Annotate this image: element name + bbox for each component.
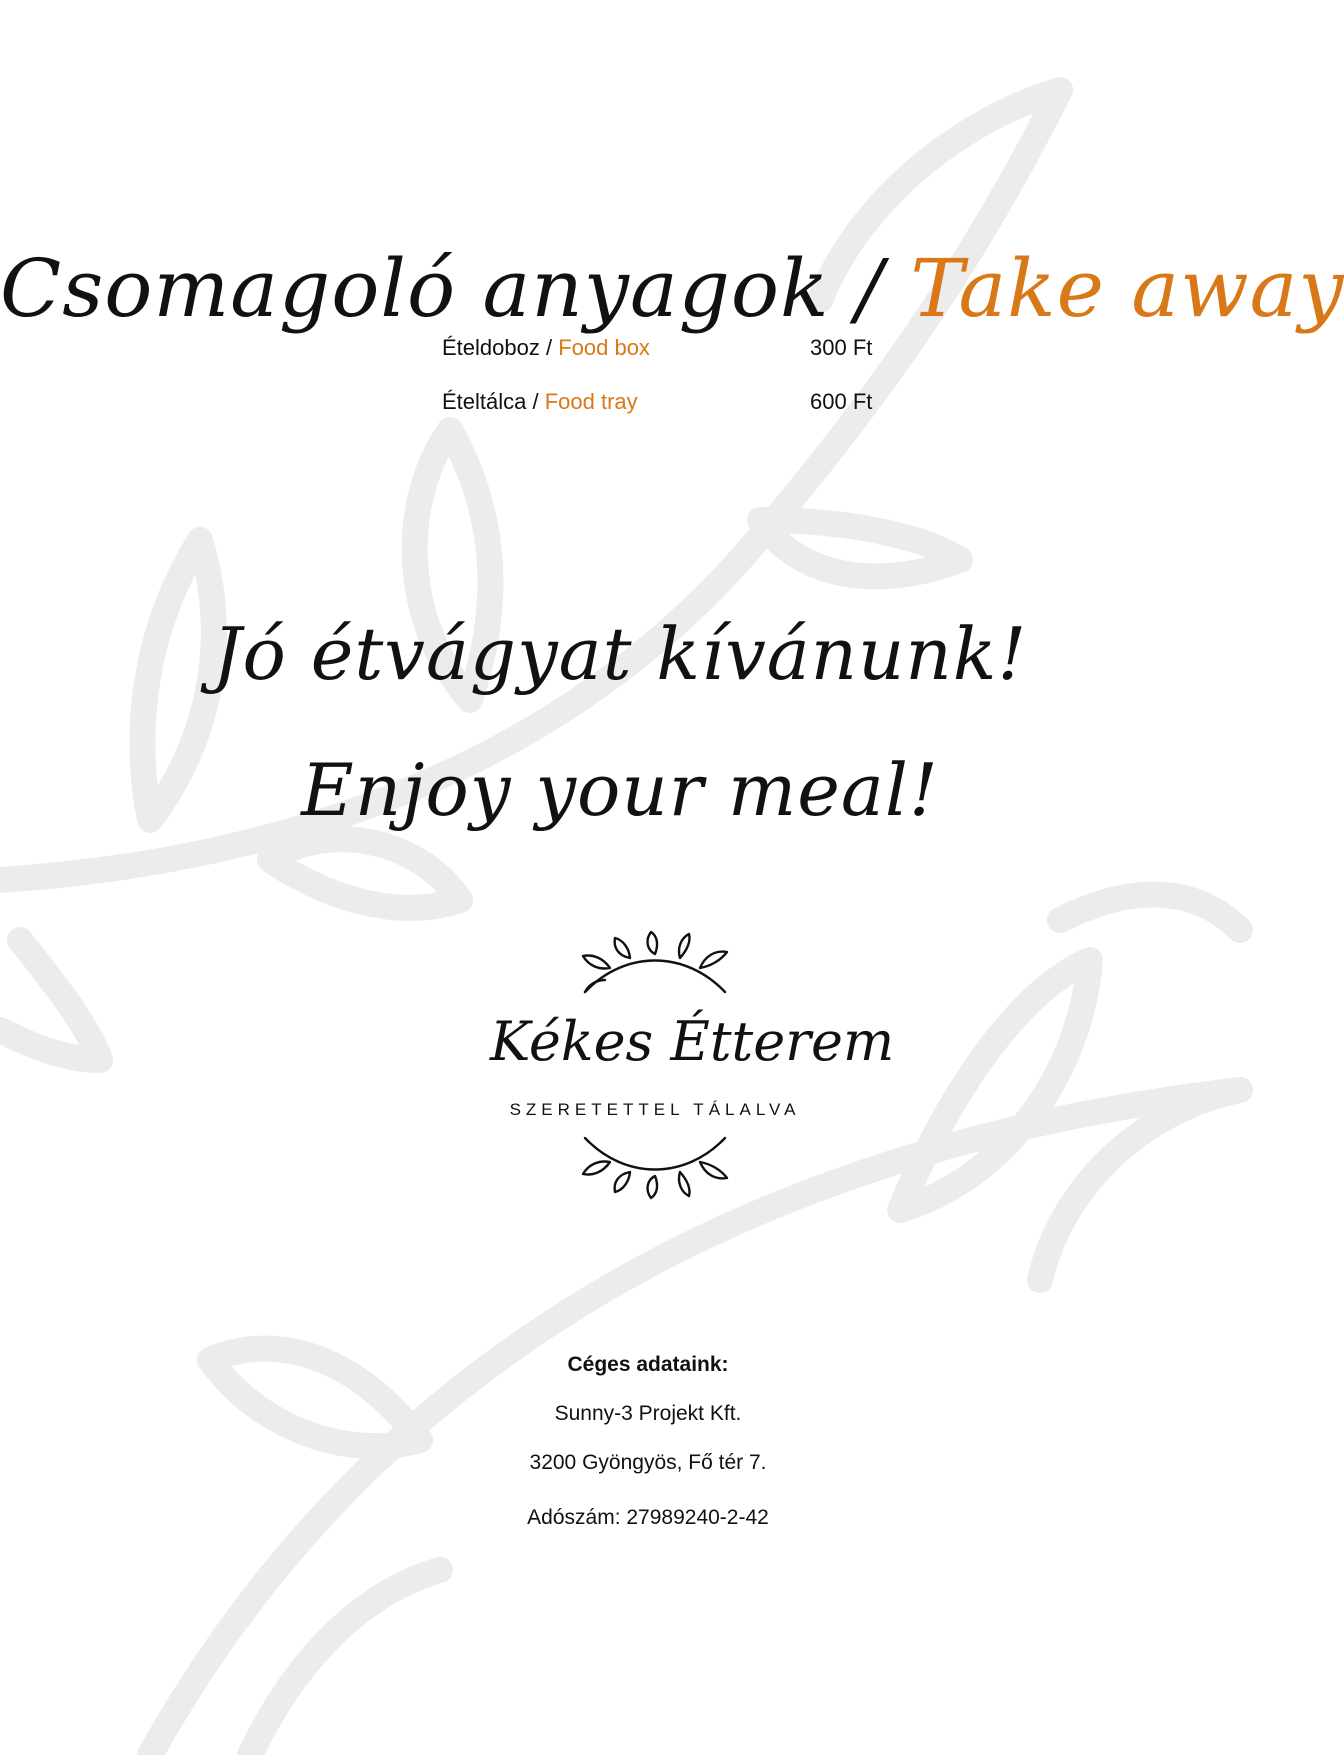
page-title <box>0 241 1344 335</box>
title-main: Csomagoló anyagok <box>0 241 830 335</box>
company-heading: Céges adataink: <box>567 1353 729 1376</box>
laurel-icon <box>575 930 735 1000</box>
company-address: 3200 Gyöngyös, Fő tér 7. <box>529 1451 767 1474</box>
restaurant-logo <box>490 930 895 1200</box>
menu-item-price: 600 Ft <box>810 389 873 414</box>
menu-item-name-hu: Ételdoboz <box>442 335 540 360</box>
menu-item-name-en: Food box <box>558 335 650 360</box>
menu-item-name <box>442 335 650 361</box>
menu-item-price: 300 Ft <box>810 335 873 360</box>
menu-item-separator: / <box>526 389 545 414</box>
menu-item <box>442 389 872 419</box>
greeting-english: Enjoy your meal! <box>301 748 939 832</box>
laurel-icon <box>575 1130 735 1200</box>
restaurant-name: Kékes Étterem <box>490 1010 895 1073</box>
menu-item-name-en: Food tray <box>544 389 638 414</box>
menu-item-name <box>442 389 638 415</box>
title-accent: Take away <box>910 241 1344 335</box>
restaurant-tagline: SZERETETTEL TÁLALVA <box>509 1100 801 1119</box>
greeting-hungarian: Jó étvágyat kívánunk! <box>212 612 1028 696</box>
menu-item-separator: / <box>539 335 559 360</box>
menu-item-name-hu: Ételtálca <box>442 389 527 414</box>
title-separator: / <box>829 241 911 335</box>
menu-item <box>442 335 872 365</box>
company-name: Sunny-3 Projekt Kft. <box>554 1402 742 1425</box>
company-tax-number: Adószám: 27989240-2-42 <box>527 1506 769 1529</box>
